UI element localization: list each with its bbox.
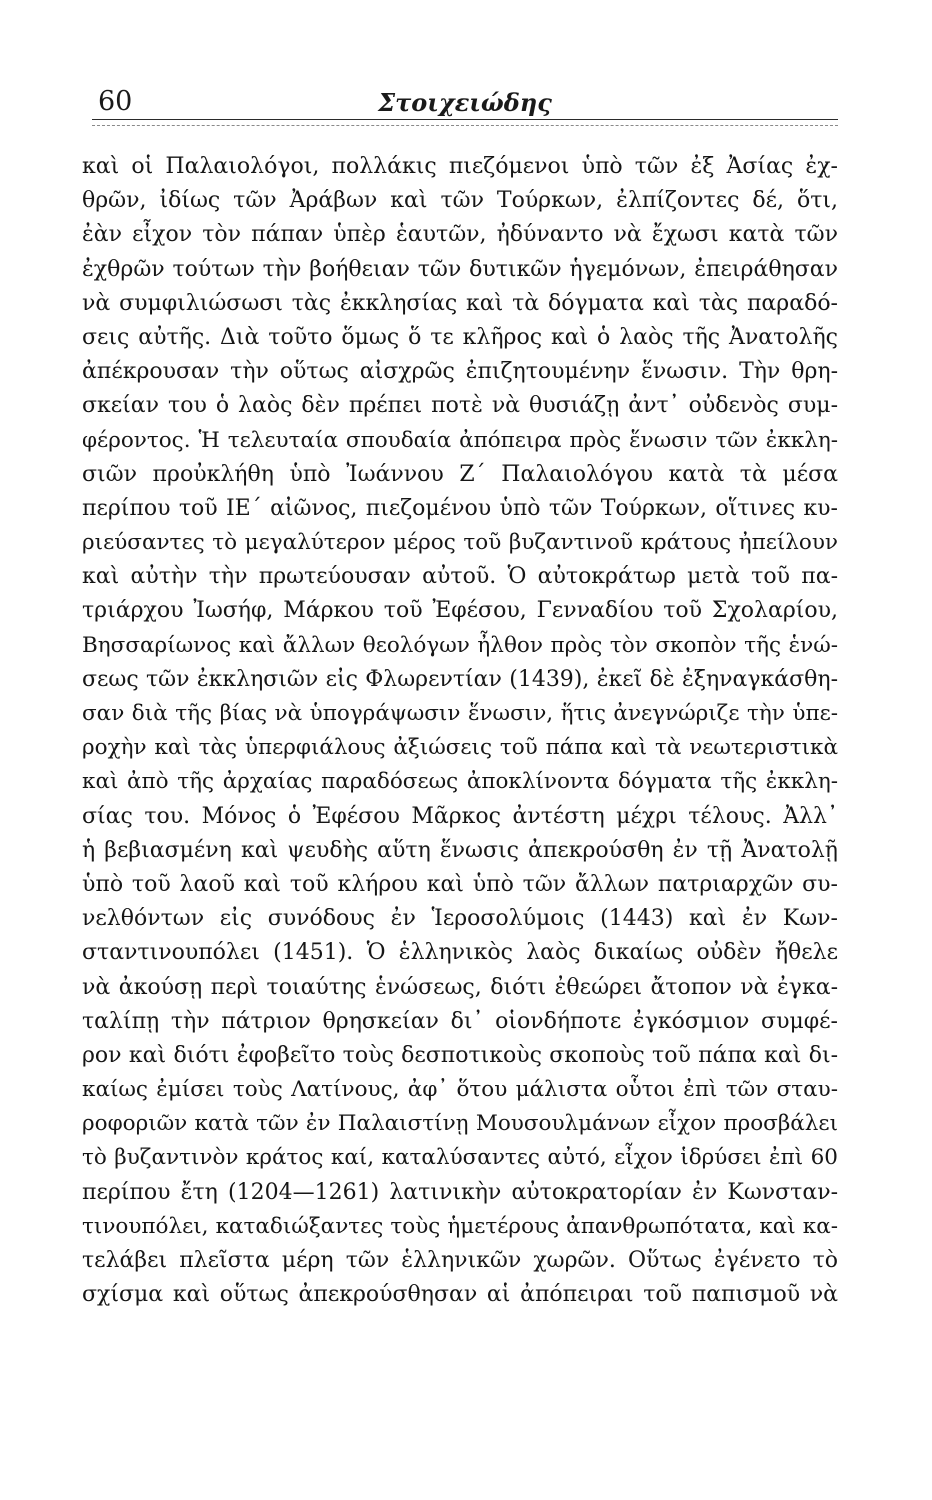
text-line: ταλίπῃ τὴν πάτριον θρησκείαν δι᾿ οἱονδήποτε ἐγκόσμιον συμφέ-	[82, 1008, 838, 1034]
text-line: ὑπὸ τοῦ λαοῦ καὶ τοῦ κλήρου καὶ ὑπὸ τῶν ἄλλων πατριαρχῶν συ-	[82, 871, 838, 897]
text-line: ροχὴν καὶ τὰς ὑπερφιάλους ἀξιώσεις τοῦ πάπα καὶ τὰ νεωτεριστικὰ	[82, 735, 838, 761]
text-line: Βησσαρίωνος καὶ ἄλλων θεολόγων ἦλθον πρὸς τὸν σκοπὸν τῆς ἑνώ-	[82, 632, 838, 658]
text-line: νὰ ἀκούσῃ περὶ τοιαύτης ἑνώσεως, διότι ἐθεώρει ἄτοπον νὰ ἐγκα-	[82, 974, 838, 1000]
text-line: καὶ αὐτὴν τὴν πρωτεύουσαν αὐτοῦ. Ὁ αὐτοκράτωρ μετὰ τοῦ πα-	[82, 564, 838, 590]
text-line: περίπου ἔτη (1204—1261) λατινικὴν αὐτοκρατορίαν ἐν Κωνσταν-	[82, 1179, 838, 1205]
text-line: καὶ ἀπὸ τῆς ἀρχαίας παραδόσεως ἀποκλίνοντα δόγματα τῆς ἐκκλη-	[82, 769, 838, 795]
text-line: ἐχθρῶν τούτων τὴν βοήθειαν τῶν δυτικῶν ἡγεμόνων, ἐπειράθησαν	[82, 256, 838, 282]
header-rule	[92, 119, 838, 120]
text-line: σχίσμα καὶ οὕτως ἀπεκρούσθησαν αἱ ἀπόπειραι τοῦ παπισμοῦ νὰ	[82, 1282, 838, 1308]
running-head: Στοιχειώδης	[378, 88, 552, 117]
text-line: φέροντος. Ἡ τελευταία σπουδαία ἀπόπειρα πρὸς ἕνωσιν τῶν ἐκκλη-	[82, 427, 838, 453]
header-rule-dashed	[92, 125, 838, 126]
text-line: τὸ βυζαντινὸν κράτος καί, καταλύσαντες αὐτό, εἶχον ἱδρύσει ἐπὶ 60	[82, 1145, 838, 1171]
text-line: ἀπέκρουσαν τὴν οὕτως αἰσχρῶς ἐπιζητουμένην ἕνωσιν. Τὴν θρη-	[82, 359, 838, 385]
text-line: σίας του. Μόνος ὁ Ἐφέσου Μᾶρκος ἀντέστη μέχρι τέλους. Ἀλλ᾿	[82, 803, 838, 829]
text-line: ρον καὶ διότι ἐφοβεῖτο τοὺς δεσποτικοὺς σκοποὺς τοῦ πάπα καὶ δι-	[82, 1042, 838, 1068]
text-line: ροφοριῶν κατὰ τῶν ἐν Παλαιστίνῃ Μουσουλμάνων εἶχον προσβάλει	[82, 1111, 838, 1137]
text-line: σεις αὐτῆς. Διὰ τοῦτο ὅμως ὅ τε κλῆρος καὶ ὁ λαὸς τῆς Ἀνατολῆς	[82, 324, 838, 350]
text-line: περίπου τοῦ ΙΕ΄ αἰῶνος, πιεζομένου ὑπὸ τῶν Τούρκων, οἵτινες κυ-	[82, 495, 838, 521]
body-text	[82, 150, 838, 1312]
page-header	[0, 0, 932, 128]
text-line: σεως τῶν ἐκκλησιῶν εἰς Φλωρεντίαν (1439), ἐκεῖ δὲ ἐξηναγκάσθη-	[82, 666, 838, 692]
text-line: σκείαν του ὁ λαὸς δὲν πρέπει ποτὲ νὰ θυσιάζῃ ἀντ᾿ οὐδενὸς συμ-	[82, 393, 838, 419]
page-number: 60	[98, 86, 133, 117]
text-line: ριεύσαντες τὸ μεγαλύτερον μέρος τοῦ βυζαντινοῦ κράτους ἠπείλουν	[82, 530, 838, 556]
text-line: σαν διὰ τῆς βίας νὰ ὑπογράψωσιν ἕνωσιν, ἥτις ἀνεγνώριζε τὴν ὑπε-	[82, 701, 838, 726]
text-line: καὶ οἱ Παλαιολόγοι, πολλάκις πιεζόμενοι ὑπὸ τῶν ἐξ Ἀσίας ἐχ-	[82, 154, 838, 179]
text-line: νὰ συμφιλιώσωσι τὰς ἐκκλησίας καὶ τὰ δόγματα καὶ τὰς παραδό-	[82, 290, 838, 316]
text-line: καίως ἐμίσει τοὺς Λατίνους, ἀφ᾿ ὅτου μάλιστα οὗτοι ἐπὶ τῶν σταυ-	[82, 1077, 838, 1103]
text-line: σιῶν προὐκλήθη ὑπὸ Ἰωάννου Ζ΄ Παλαιολόγου κατὰ τὰ μέσα	[82, 461, 838, 487]
text-line: τινουπόλει, καταδιώξαντες τοὺς ἡμετέρους ἀπανθρωπότατα, καὶ κα-	[82, 1213, 838, 1239]
text-line: τριάρχου Ἰωσήφ, Μάρκου τοῦ Ἐφέσου, Γενναδίου τοῦ Σχολαρίου,	[82, 598, 838, 624]
text-line: ἡ βεβιασμένη καὶ ψευδὴς αὕτη ἕνωσις ἀπεκρούσθη ἐν τῇ Ἀνατολῇ	[82, 837, 838, 863]
text-line: ἐὰν εἶχον τὸν πάπαν ὑπὲρ ἑαυτῶν, ἠδύναντο νὰ ἔχωσι κατὰ τῶν	[82, 222, 838, 248]
text-line: νελθόντων εἰς συνόδους ἐν Ἱεροσολύμοις (1443) καὶ ἐν Κων-	[82, 906, 838, 932]
text-line: σταντινουπόλει (1451). Ὁ ἑλληνικὸς λαὸς δικαίως οὐδὲν ἤθελε	[82, 940, 838, 966]
text-line: τελάβει πλεῖστα μέρη τῶν ἑλληνικῶν χωρῶν. Οὕτως ἐγένετο τὸ	[82, 1248, 838, 1273]
text-line: θρῶν, ἰδίως τῶν Ἀράβων καὶ τῶν Τούρκων, ἐλπίζοντες δέ, ὅτι,	[82, 188, 838, 214]
